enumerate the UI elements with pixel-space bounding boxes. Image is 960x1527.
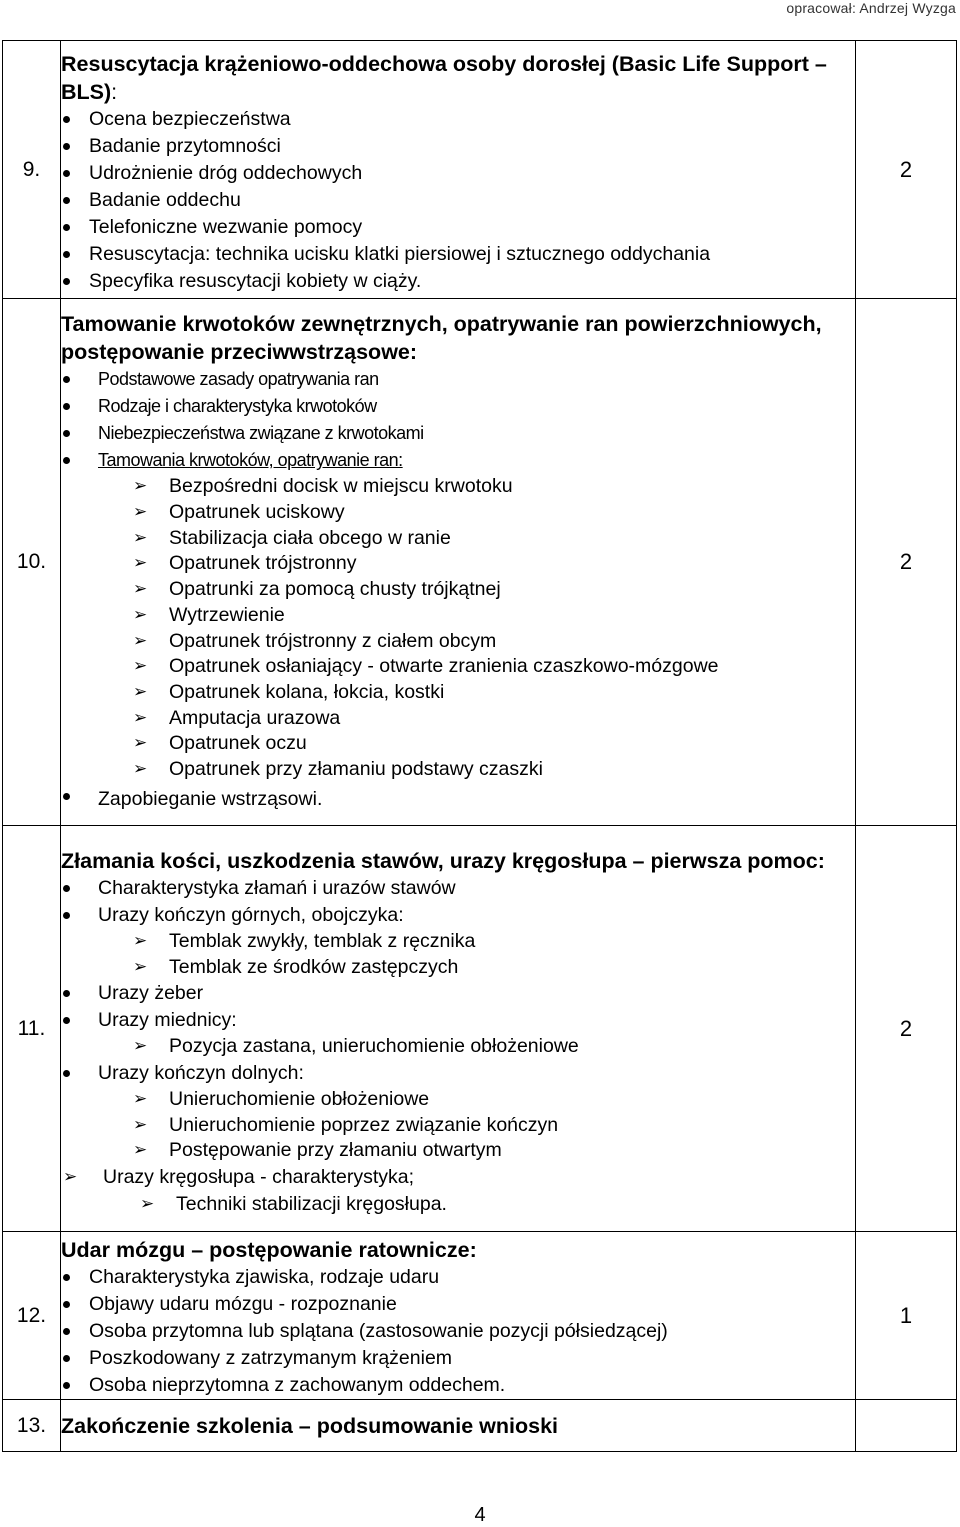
sub-item: ➢ Opatrunek trójstronny: [61, 551, 855, 577]
sub-item: ➢ Bezpośredni docisk w miejscu krwotoku: [61, 474, 855, 500]
sub-item: ➢ Temblak ze środków zastępczych: [61, 955, 855, 981]
sub-item: ➢ Opatrunek osłaniający - otwarte zranienia czaszkowo-mózgowe: [61, 654, 855, 680]
bullet-list: [61, 106, 855, 295]
bullet-list: [61, 875, 855, 1218]
sub-item: ➢ Pozycja zastana, unieruchomienie obłożeniowe: [61, 1034, 855, 1060]
section-title: Zakończenie szkolenia – podsumowanie wnioski: [61, 1413, 559, 1438]
list-item: Charakterystyka zjawiska, rodzaje udaru: [61, 1264, 855, 1291]
sub-item: ➢ Stabilizacja ciała obcego w ranie: [61, 526, 855, 552]
row-number: 13.: [3, 1400, 61, 1452]
bullet-list: [61, 783, 855, 816]
list-item: Specyfika resuscytacji kobiety w ciąży.: [61, 268, 855, 295]
list-item: Rodzaje i charakterystyka krwotoków: [61, 393, 855, 420]
sub-item: ➢ Opatrunki za pomocą chusty trójkątnej: [61, 577, 855, 603]
sub-item: ➢ Wytrzewienie: [61, 603, 855, 629]
section-title: Złamania kości, uszkodzenia stawów, urazy kręgosłupa – pierwsza pomoc:: [61, 848, 825, 873]
author-note: opracował: Andrzej Wyzga: [786, 0, 956, 16]
list-item: Podstawowe zasady opatrywania ran: [61, 366, 855, 393]
row-hours: 2: [856, 41, 957, 299]
row-number: 11.: [3, 826, 61, 1232]
list-item: Tamowania krwotoków, opatrywanie ran:: [61, 447, 855, 474]
list-item: Udrożnienie dróg oddechowych: [61, 160, 855, 187]
table-row: [3, 41, 957, 299]
sub-item: ➢ Unieruchomienie poprzez związanie kończyn: [61, 1113, 855, 1139]
list-item: Niebezpieczeństwa związane z krwotokami: [61, 420, 855, 447]
row-content: [61, 299, 856, 826]
bullet-list: [61, 1264, 855, 1399]
sub-item: ➢ Opatrunek trójstronny z ciałem obcym: [61, 629, 855, 655]
sub-item: ➢ Opatrunek kolana, łokcia, kostki: [61, 680, 855, 706]
row-hours: 2: [856, 299, 957, 826]
row-content: [61, 1400, 856, 1452]
sub-item: ➢ Opatrunek przy złamaniu podstawy czaszki: [61, 757, 855, 783]
list-item: ➢ Urazy kręgosłupa - charakterystyka;: [61, 1164, 855, 1191]
sub-item: ➢ Opatrunek oczu: [61, 731, 855, 757]
sub-item: ➢ Opatrunek uciskowy: [61, 500, 855, 526]
sub-item: ➢ Temblak zwykły, temblak z ręcznika: [61, 929, 855, 955]
sub-item: ➢ Postępowanie przy złamaniu otwartym: [61, 1138, 855, 1164]
list-item: Badanie oddechu: [61, 187, 855, 214]
list-item: Urazy żeber: [61, 980, 855, 1007]
list-item: Urazy kończyn górnych, obojczyka:: [61, 902, 855, 929]
list-item: Poszkodowany z zatrzymanym krążeniem: [61, 1345, 855, 1372]
list-item: Charakterystyka złamań i urazów stawów: [61, 875, 855, 902]
table-row: [3, 299, 957, 826]
row-content: [61, 826, 856, 1232]
row-number: 12.: [3, 1232, 61, 1400]
section-title: Udar mózgu – postępowanie ratownicze:: [61, 1238, 477, 1262]
table-row: [3, 1400, 957, 1452]
section-title: Tamowanie krwotoków zewnętrznych, opatrywanie ran powierzchniowych, postępowanie przeciwwstrząsowe:: [61, 312, 822, 365]
list-item: Telefoniczne wezwanie pomocy: [61, 214, 855, 241]
section-title: Resuscytacja krążeniowo-oddechowa osoby dorosłej (Basic Life Support – BLS):: [61, 52, 827, 104]
bullet-list: [61, 366, 855, 474]
row-hours: [856, 1400, 957, 1452]
table-row: [3, 1232, 957, 1400]
list-item: Urazy miednicy:: [61, 1007, 855, 1034]
list-item: Zapobieganie wstrząsowi.: [61, 783, 855, 816]
row-number: 9.: [3, 41, 61, 299]
list-item: Urazy kończyn dolnych:: [61, 1060, 855, 1087]
page-number: 4: [474, 1504, 486, 1526]
list-item: Badanie przytomności: [61, 133, 855, 160]
row-number: 10.: [3, 299, 61, 826]
row-content: [61, 41, 856, 299]
row-hours: 2: [856, 826, 957, 1232]
sub-item: ➢ Techniki stabilizacji kręgosłupa.: [61, 1191, 855, 1218]
table-row: [3, 826, 957, 1232]
row-hours: 1: [856, 1232, 957, 1400]
syllabus-table: [2, 40, 957, 1452]
list-item: Osoba przytomna lub splątana (zastosowanie pozycji półsiedzącej): [61, 1318, 855, 1345]
row-content: [61, 1232, 856, 1400]
list-item: Osoba nieprzytomna z zachowanym oddechem.: [61, 1372, 855, 1399]
sub-item: ➢ Amputacja urazowa: [61, 706, 855, 732]
list-item: Ocena bezpieczeństwa: [61, 106, 855, 133]
list-item: Resuscytacja: technika ucisku klatki piersiowej i sztucznego oddychania: [61, 241, 855, 268]
arrow-list: [61, 474, 855, 782]
list-item: Objawy udaru mózgu - rozpoznanie: [61, 1291, 855, 1318]
sub-item: ➢ Unieruchomienie obłożeniowe: [61, 1087, 855, 1113]
